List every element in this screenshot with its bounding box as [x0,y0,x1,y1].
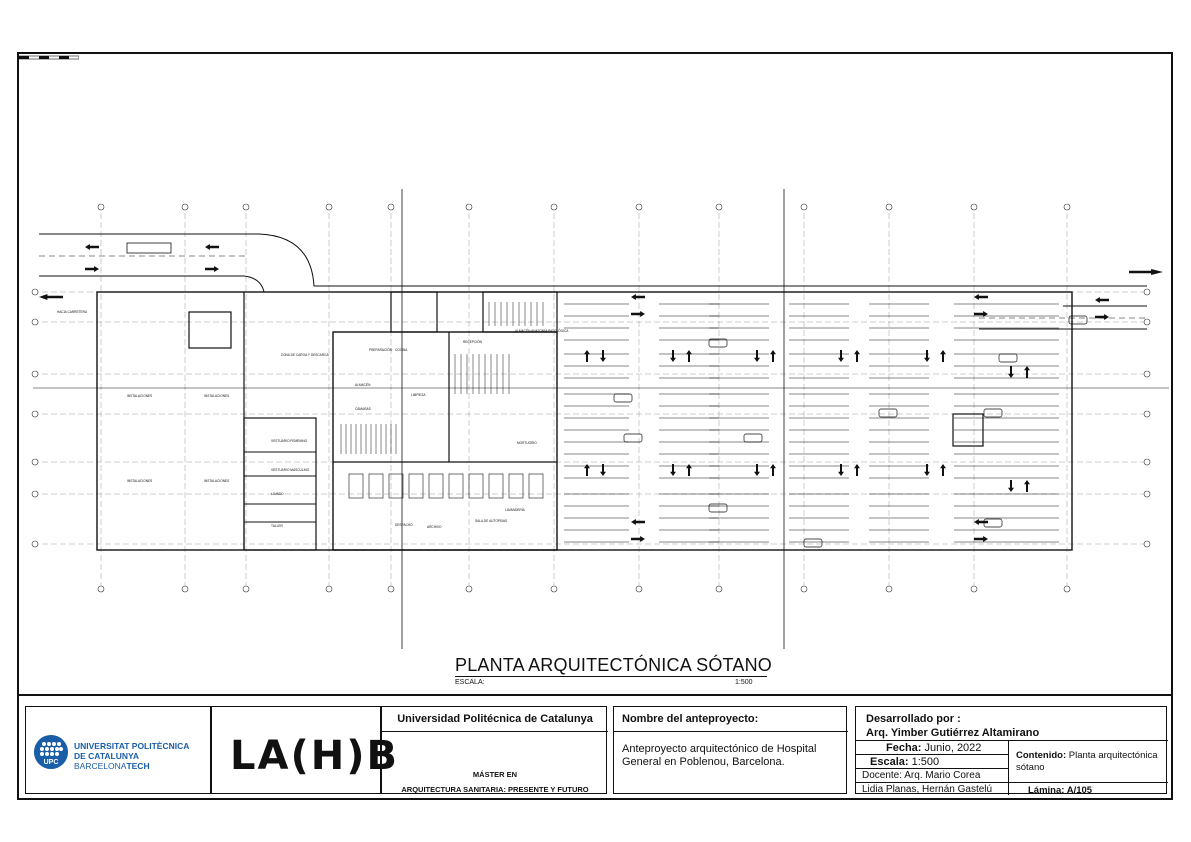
developer-name: Arq. Yimber Gutiérrez Altamirano [866,727,1040,739]
upc-line-3 [74,761,189,771]
content-value: Planta arquitectónica sótano [1016,750,1158,773]
grid-bubble [636,586,642,592]
stair-core [483,292,557,332]
grid-bubble [243,586,249,592]
info-box [855,706,1167,794]
upc-line-3b: TECH [126,761,150,771]
arrow-down-icon [754,350,760,362]
info-divider [856,754,1008,755]
grid-bubble [466,586,472,592]
arrow-left-icon [974,519,988,525]
info-divider [856,740,1168,741]
floor-plan-drawing [19,54,1171,654]
room-label: INSTALACIONES [204,479,230,483]
arrow-down-icon [600,350,606,362]
content-label: Contenido: [1016,750,1067,761]
grid-bubble [243,204,249,210]
grid-bubble [32,411,38,417]
arrow-left-icon [1095,297,1109,303]
parked-car-icon [709,504,727,512]
arrow-right-icon [85,266,99,272]
arrow-down-icon [924,350,930,362]
arrow-up-icon [1024,366,1030,378]
arrow-down-icon [1008,480,1014,492]
room-label: DESPACHO [395,523,413,527]
room-label: VESTUARIO FEMENINO [271,439,308,443]
sheet-number: Lámina: A/105 [1028,785,1093,796]
lab-logo: LA(H)B [230,733,399,779]
arrow-right-icon [631,311,645,317]
room-label: LAVANDERÍA [505,508,525,512]
scale-field-label: Escala: [870,756,909,768]
university-divider [382,731,608,732]
arrow-left-icon [205,244,219,250]
teacher: Docente: Arq. Mario Corea [862,770,981,781]
upc-line-3a: BARCELONA [74,761,127,771]
upc-line-1: UNIVERSITAT POLITÈCNICA [74,741,190,751]
upc-emblem-text: UPC [43,759,59,766]
title-underline [455,676,767,677]
project-name: Anteproyecto arquitectónico de Hospital General en Poblenou, Barcelona. [622,743,817,768]
parked-car-icon [879,409,897,417]
plan-title: PLANTA ARQUITECTÓNICA SÓTANO [455,655,772,675]
grid-bubble [388,204,394,210]
arrow-left-icon [39,294,63,300]
grid-bubble [388,586,394,592]
date-field [886,742,981,754]
grid-bubble [466,204,472,210]
parked-car-icon [999,354,1017,362]
upc-logo-box [25,706,211,794]
university-name: Universidad Politécnica de Catalunya [397,713,593,725]
grid-bubble [1144,411,1150,417]
grid-bubble [32,371,38,377]
grid-bubble [1064,204,1070,210]
grid-bubble [1144,371,1150,377]
parked-car-icon [804,539,822,547]
grid-bubble [636,204,642,210]
grid-bubble [1144,491,1150,497]
room-label: ZONA DE CARGA Y DESCARGA [281,353,329,357]
arrow-up-icon [854,464,860,476]
parked-car-icon [624,434,642,442]
arrow-up-icon [686,350,692,362]
road-edge [39,276,264,292]
arrow-right-icon [631,536,645,542]
arrow-left-icon [974,294,988,300]
grid-bubble [1144,289,1150,295]
grid-bubble [326,586,332,592]
scale-label: ESCALA: [455,679,485,686]
upc-emblem-icon [34,735,68,769]
grid-bubble [32,319,38,325]
stair-core [189,312,231,348]
service-block [244,418,316,550]
scale-field-value: 1:500 [911,756,940,768]
grid-bubble [1144,459,1150,465]
grid-bubble [551,204,557,210]
upc-line-2: DE CATALUNYA [74,751,140,761]
info-vertical-divider [1008,740,1009,795]
grid-bubble [971,586,977,592]
arrow-down-icon [838,350,844,362]
grid-bubble [716,586,722,592]
building-outline [97,292,1072,550]
arrow-right-icon [1129,269,1163,275]
drawing-sheet [17,52,1173,800]
parked-car-icon [614,394,632,402]
room-label: LIMPIEZA [411,393,426,397]
graphic-scale-bar [19,54,79,62]
university-box [381,706,607,794]
room-cell [449,474,463,498]
room-cell [469,474,483,498]
arrow-up-icon [940,350,946,362]
room-cell [409,474,423,498]
arrow-down-icon [670,350,676,362]
date-value: Junio, 2022 [924,742,982,754]
grid-bubble [32,541,38,547]
room-label: CÁMARAS [355,407,371,411]
developed-by-label: Desarrollado por : [866,713,961,725]
floor-plan [19,54,1171,694]
room-label: ALMACÉN [355,383,371,387]
truck-icon [127,243,171,253]
road-edge [39,234,314,286]
room-label: RECEPCIÓN [463,340,482,344]
arrow-down-icon [1008,366,1014,378]
room-label: MORTUORIO [517,441,537,445]
grid-bubble [182,586,188,592]
master-line-2: ARQUITECTURA SANITARIA: PRESENTE Y FUTURO [401,785,589,794]
room-label: LAVADO [271,492,284,496]
room-label: TALLER [271,524,283,528]
room-label: SALA DE AUTOPSIAS [475,519,508,523]
grid-bubble [801,204,807,210]
date-label: Fecha: [886,742,922,754]
grid-bubble [98,204,104,210]
arrow-up-icon [940,464,946,476]
room-label: VESTUARIO MASCULINO [271,468,310,472]
room-cell [509,474,523,498]
arrow-right-icon [1095,314,1109,320]
grid-bubble [886,586,892,592]
arrow-up-icon [854,350,860,362]
room-label: PREPARACIÓN [369,348,392,352]
arrow-right-icon [974,536,988,542]
room-cell [369,474,383,498]
grid-bubble [32,289,38,295]
room-label: COCINA [395,348,408,352]
info-divider [856,768,1008,769]
room-label: INSTALACIONES [127,394,153,398]
arrow-right-icon [205,266,219,272]
grid-bubble [1064,586,1070,592]
grid-bubble [551,586,557,592]
scale-field [870,756,939,768]
scale-value: 1:500 [735,679,753,686]
grid-bubble [1144,541,1150,547]
grid-bubble [32,459,38,465]
arrow-left-icon [85,244,99,250]
room-label: INSTALACIONES [204,394,230,398]
content-field [1016,750,1166,774]
arrow-up-icon [770,350,776,362]
room-label: ARCHIVO [427,525,442,529]
grid-bubble [971,204,977,210]
arrow-left-icon [631,294,645,300]
master-line-1: MÁSTER EN [472,770,518,779]
arrow-left-icon [631,519,645,525]
upc-wordmark [74,741,189,771]
grid-bubble [32,491,38,497]
stair-core [391,292,437,332]
title-block [19,694,1171,800]
grid-bubble [326,204,332,210]
project-divider [614,731,848,732]
lab-logo-box [211,706,399,794]
co-teachers: Lidia Planas, Hernán Gastelú [862,784,993,795]
room-cell [349,474,363,498]
info-divider [856,782,1168,783]
arrow-up-icon [770,464,776,476]
room-cell [489,474,503,498]
grid-bubble [716,204,722,210]
grid-bubble [886,204,892,210]
project-box [613,706,847,794]
grid-bubble [182,204,188,210]
parked-car-icon [744,434,762,442]
room-label: INSTALACIONES [127,479,153,483]
road-label: HACIA CARRETERA [57,310,88,314]
project-header: Nombre del anteproyecto: [622,713,759,725]
grid-bubble [1144,319,1150,325]
room-cell [529,474,543,498]
grid-bubble [801,586,807,592]
arrow-up-icon [584,350,590,362]
parked-car-icon [984,409,1002,417]
room-label: ALMACÉN ANATOMÍA PATOLÓGICA [515,329,569,333]
arrow-up-icon [1024,480,1030,492]
room-cell [429,474,443,498]
grid-bubble [98,586,104,592]
